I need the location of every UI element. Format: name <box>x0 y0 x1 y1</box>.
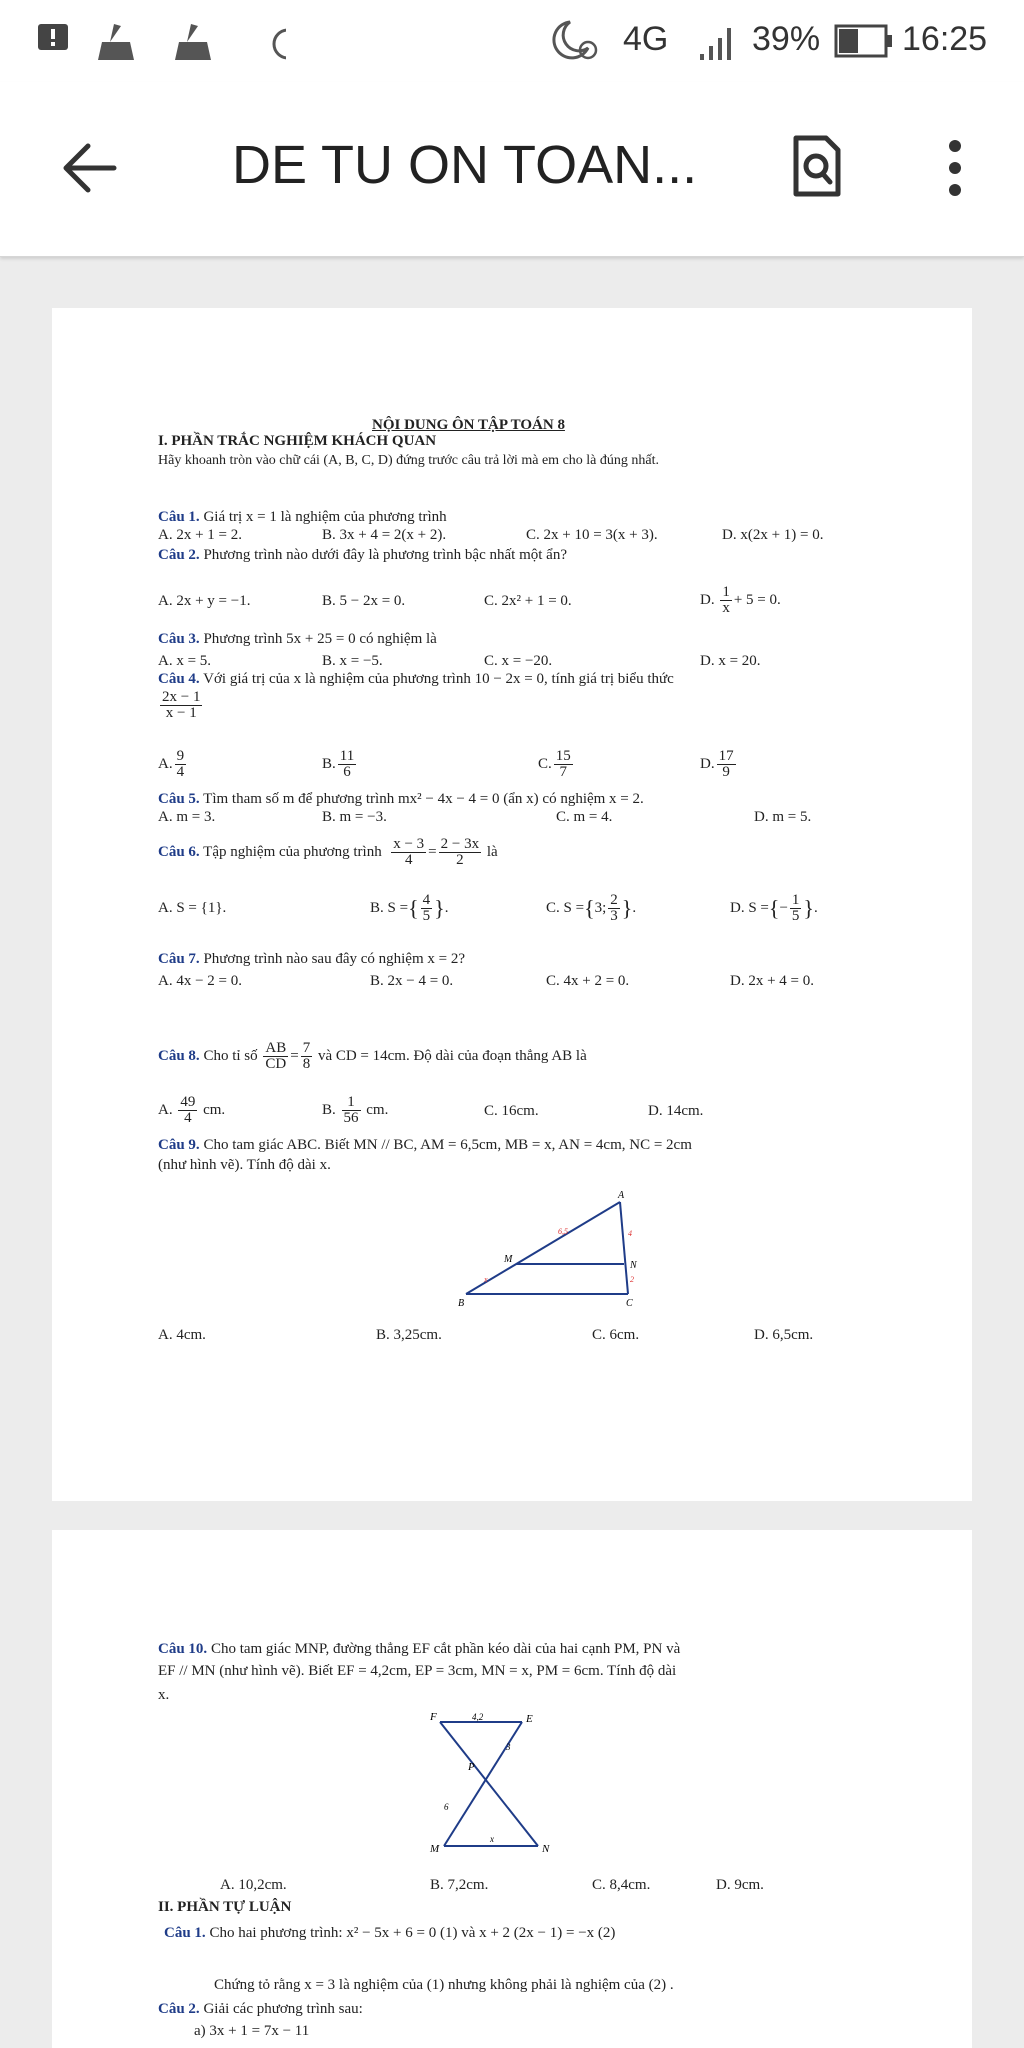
question-label: Câu 4. <box>158 671 200 687</box>
answer-c: C. 2x + 10 = 3(x + 3). <box>526 527 658 543</box>
answer-b: B. x = −5. <box>322 653 383 669</box>
label-pm: 6 <box>444 1802 449 1812</box>
timer-icon <box>274 30 286 58</box>
question-label: Câu 7. <box>158 951 200 967</box>
answer-d: D. $\frac{1}{x}$ + 5 = 0. <box>700 584 781 617</box>
battery-percent: 39% <box>752 20 821 58</box>
question-label: Câu 2. <box>158 2001 200 2017</box>
label-ep: 3 <box>506 1742 511 1752</box>
section-1-heading: I. PHẦN TRẮC NGHIỆM KHÁCH QUAN <box>158 433 437 449</box>
side-ab <box>466 1202 620 1294</box>
answer-a: A. x = 5. <box>158 653 212 669</box>
label-nc: 2 <box>630 1275 634 1284</box>
question-label: Câu 1. <box>158 509 200 525</box>
question-text: Phương trình nào dưới đây là phương trình bậc nhất một ẩn? <box>203 547 567 563</box>
answer-d: D. x(2x + 1) = 0. <box>722 527 824 543</box>
alarm-moon-icon <box>540 18 620 66</box>
answer-a: A. 2x + y = −1. <box>158 593 251 609</box>
answer-a: A. 10,2cm. <box>220 1877 287 1893</box>
answer-a: A. S = {1}. <box>158 900 227 916</box>
document-page-2[interactable] <box>52 1530 972 2048</box>
answer-a: A. m = 3. <box>158 809 216 825</box>
question-text: Tìm tham số m để phương trình mx² − 4x − 4 = 0 (ẩn x) có nghiệm x = 2. <box>203 791 644 807</box>
app-toolbar <box>0 82 1024 257</box>
label-mn: x <box>490 1834 494 1844</box>
expression: $\frac{2x - 1}{x - 1}$ <box>162 689 201 721</box>
search-in-document-icon[interactable] <box>790 134 844 198</box>
answer-a: A. $\frac{9}{4}$ <box>158 748 185 781</box>
side-ac <box>620 1202 628 1294</box>
battery-icon <box>834 22 894 60</box>
label-c: C <box>626 1298 633 1309</box>
question-subtext: a) 3x + 1 = 7x − 11 <box>194 2023 310 2039</box>
question-text: Giá trị x = 1 là nghiệm của phương trình <box>203 509 447 525</box>
answer-c: C. 8,4cm. <box>592 1877 651 1893</box>
answer-d: D. 2x + 4 = 0. <box>730 973 815 989</box>
question-text: Với giá trị của x là nghiệm của phương trình 10 − 2x = 0, tính giá trị biểu thức <box>203 671 674 687</box>
answer-a: A. 4cm. <box>158 1327 206 1343</box>
answer-d: D. 9cm. <box>716 1877 764 1893</box>
document-title: DE TU ON TOAN... <box>232 135 698 195</box>
label-f: F <box>430 1711 437 1723</box>
more-options-icon[interactable] <box>940 138 970 198</box>
question-text: Phương trình 5x + 25 = 0 có nghiệm là <box>203 631 437 647</box>
answer-b: B. 3x + 4 = 2(x + 2). <box>322 527 447 543</box>
answer-c: C. $\frac{15}{7}$ <box>538 748 571 781</box>
answer-c: C. S ={3; $\frac{2}{3}$ }. <box>546 892 637 925</box>
network-type: 4G <box>623 20 669 58</box>
answer-c: C. m = 4. <box>556 809 613 825</box>
question-text: Phương trình nào sau đây có nghiệm x = 2? <box>203 951 465 967</box>
message-icon <box>38 24 68 50</box>
question-text: Cho hai phương trình: x² − 5x + 6 = 0 (1) và x + 2 (2x − 1) = −x (2) <box>209 1925 616 1941</box>
clock: 16:25 <box>902 20 988 58</box>
document-page-1[interactable] <box>52 308 972 1501</box>
label-n: N <box>542 1843 550 1855</box>
question-subtext: Chứng tỏ rằng x = 3 là nghiệm của (1) nhưng không phải là nghiệm của (2) . <box>214 1977 674 1993</box>
question-label: Câu 5. <box>158 791 200 807</box>
answer-d: D. 6,5cm. <box>754 1327 814 1343</box>
answer-b: B. 7,2cm. <box>430 1877 489 1893</box>
question-text: Giải các phương trình sau: <box>203 2001 363 2017</box>
signal-icon <box>698 22 746 62</box>
answer-b: B. $\frac{1}{56}$ cm. <box>322 1094 389 1127</box>
label-an: 4 <box>628 1229 632 1238</box>
answer-a: A. $\frac{49}{4}$ cm. <box>158 1094 226 1127</box>
answer-d: D. m = 5. <box>754 809 812 825</box>
cleaner-icon <box>175 24 211 60</box>
triangle-abc-figure <box>432 1188 662 1318</box>
question-label: Câu 1. <box>164 1925 206 1941</box>
answer-c: C. 6cm. <box>592 1327 640 1343</box>
question-6: Câu 6. Tập nghiệm của phương trình $\frac{x - 3}{4}$ = $\frac{2 - 3x}{2}$ là <box>158 836 498 869</box>
answer-a: A. 2x + 1 = 2. <box>158 527 243 543</box>
question-text-cont: (như hình vẽ). Tính độ dài x. <box>158 1157 331 1173</box>
cleaner-icon <box>98 24 134 60</box>
question-label: Câu 3. <box>158 631 200 647</box>
question-text-cont: EF // MN (như hình vẽ). Biết EF = 4,2cm, EP = 3cm, MN = x, PM = 6cm. Tính độ dài <box>158 1663 677 1679</box>
label-ef: 4,2 <box>472 1712 484 1722</box>
label-a: A <box>618 1190 625 1201</box>
answer-c: C. 4x + 2 = 0. <box>546 973 630 989</box>
label-mb: x <box>484 1275 488 1284</box>
answer-d: D. S ={− $\frac{1}{5}$ }. <box>730 892 818 925</box>
label-n: N <box>630 1260 637 1271</box>
answer-c: C. 2x² + 1 = 0. <box>484 593 572 609</box>
label-b: B <box>458 1298 465 1309</box>
doc-title: NỘI DUNG ÔN TẬP TOÁN 8 <box>372 417 565 433</box>
answer-c: C. x = −20. <box>484 653 553 669</box>
answer-d: D. x = 20. <box>700 653 761 669</box>
answer-c: C. 16cm. <box>484 1103 539 1119</box>
label-p: P <box>468 1761 475 1773</box>
answer-d: D. $\frac{17}{9}$ <box>700 748 734 781</box>
answer-b: B. 2x − 4 = 0. <box>370 973 454 989</box>
notification-icons <box>26 18 286 62</box>
triangle-mnp-figure <box>402 1710 572 1860</box>
answer-b: B. $\frac{11}{6}$ <box>322 748 355 781</box>
question-text: Cho tam giác MNP, đường thẳng EF cắt phần kéo dài của hai cạnh PM, PN và <box>210 1641 681 1657</box>
label-m: M <box>430 1843 440 1855</box>
answer-b: B. 3,25cm. <box>376 1327 442 1343</box>
status-bar <box>0 0 1024 82</box>
answer-b: B. 5 − 2x = 0. <box>322 593 406 609</box>
answer-b: B. S ={ $\frac{4}{5}$ }. <box>370 892 449 925</box>
label-am: 6,5 <box>558 1227 568 1236</box>
question-text: Cho tam giác ABC. Biết MN // BC, AM = 6,5cm, MB = x, AN = 4cm, NC = 2cm <box>203 1137 692 1153</box>
question-label: Câu 9. <box>158 1137 200 1153</box>
answer-b: B. m = −3. <box>322 809 387 825</box>
question-text-cont: x. <box>158 1687 170 1703</box>
question-label: Câu 10. <box>158 1641 208 1657</box>
answer-d: D. 14cm. <box>648 1103 704 1119</box>
question-label: Câu 2. <box>158 547 200 563</box>
label-e: E <box>526 1713 533 1725</box>
section-2-heading: II. PHẦN TỰ LUẬN <box>158 1899 292 1915</box>
label-m: M <box>504 1254 513 1265</box>
back-arrow-icon[interactable] <box>60 138 124 198</box>
instructions: Hãy khoanh tròn vào chữ cái (A, B, C, D) đứng trước câu trả lời mà em cho là đúng nhất. <box>158 453 659 468</box>
answer-a: A. 4x − 2 = 0. <box>158 973 243 989</box>
question-8: Câu 8. Cho tỉ số $\frac{AB}{CD}$ = $\frac{7}{8}$ và CD = 14cm. Độ dài của đoạn thẳng AB là <box>158 1040 587 1073</box>
